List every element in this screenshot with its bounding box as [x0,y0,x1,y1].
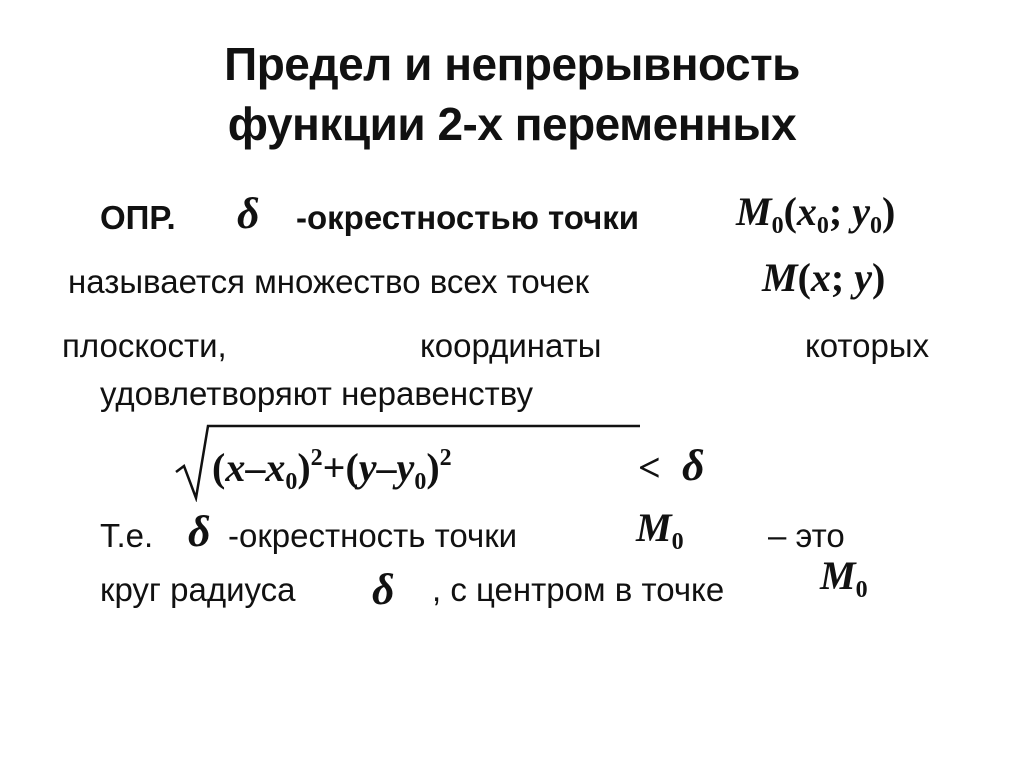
ineq-x0: x [265,445,286,490]
center-m0-letter: M [820,553,856,598]
ineq-sup-2: 2 [439,445,452,471]
y0-subscript: 0 [870,213,882,239]
ineq-plus: + [322,445,346,490]
definition-text: -окрестностью точки [296,199,640,236]
line-4-text: удовлетворяют неравенству [100,375,534,412]
ineq-y0-sub: 0 [414,469,427,495]
inequality-expression: $(x-x_0)^2+(y-y_0)^2$ [212,445,452,495]
center-m0-sub: 0 [855,577,868,603]
center-text: , с центром в точке [432,571,725,608]
inequality [172,420,732,502]
y-letter: y [854,255,872,300]
point-m0-coordinates: $M_0(x_0$; $y_0$) [736,189,896,239]
x0-subscript: 0 [816,213,829,239]
te-prefix: Т.е. [100,517,154,554]
ineq-x0-sub: 0 [285,469,298,495]
te-m0-sub: 0 [671,529,684,555]
te-dash: – это [768,517,845,554]
te-point-m0 [636,505,684,555]
circle-text: круг радиуса [100,571,296,608]
radius-delta: δ [372,565,395,614]
ineq-less-than: < [638,445,661,490]
inequality-delta: δ [682,441,705,490]
line-3-word-3: которых [805,327,930,364]
ineq-x: x [225,445,246,490]
line-3-word-1: плоскости, [62,327,227,364]
line-3-word-2: координаты [420,327,602,364]
delta-symbol: δ [237,189,260,238]
ineq-minus-1: – [245,445,266,490]
te-m0-letter: M [636,505,672,550]
te-delta: δ [188,507,211,556]
m0-subscript: 0 [771,213,784,239]
inequality-rhs [638,446,661,490]
title-line-1: Предел и непрерывность [224,38,800,90]
line-2-text: называется множество всех точек [68,263,590,300]
y0-letter: y [852,189,870,234]
slide-title [0,34,1024,154]
title-line-2: функции 2-х переменных [227,98,797,150]
m-letter: M [762,255,798,300]
ineq-y0: y [396,445,415,490]
ineq-minus-2: – [376,445,397,490]
point-m-coordinates: M(x; y) [762,255,886,300]
m0-letter: M [736,189,772,234]
x-letter: x [810,255,831,300]
ineq-sup-1: 2 [310,445,323,471]
te-text: -окрестность точки [228,517,518,554]
definition-label: ОПР. [100,199,176,236]
center-point-m0 [820,553,868,603]
ineq-y: y [358,445,377,490]
x0-letter: x [796,189,817,234]
